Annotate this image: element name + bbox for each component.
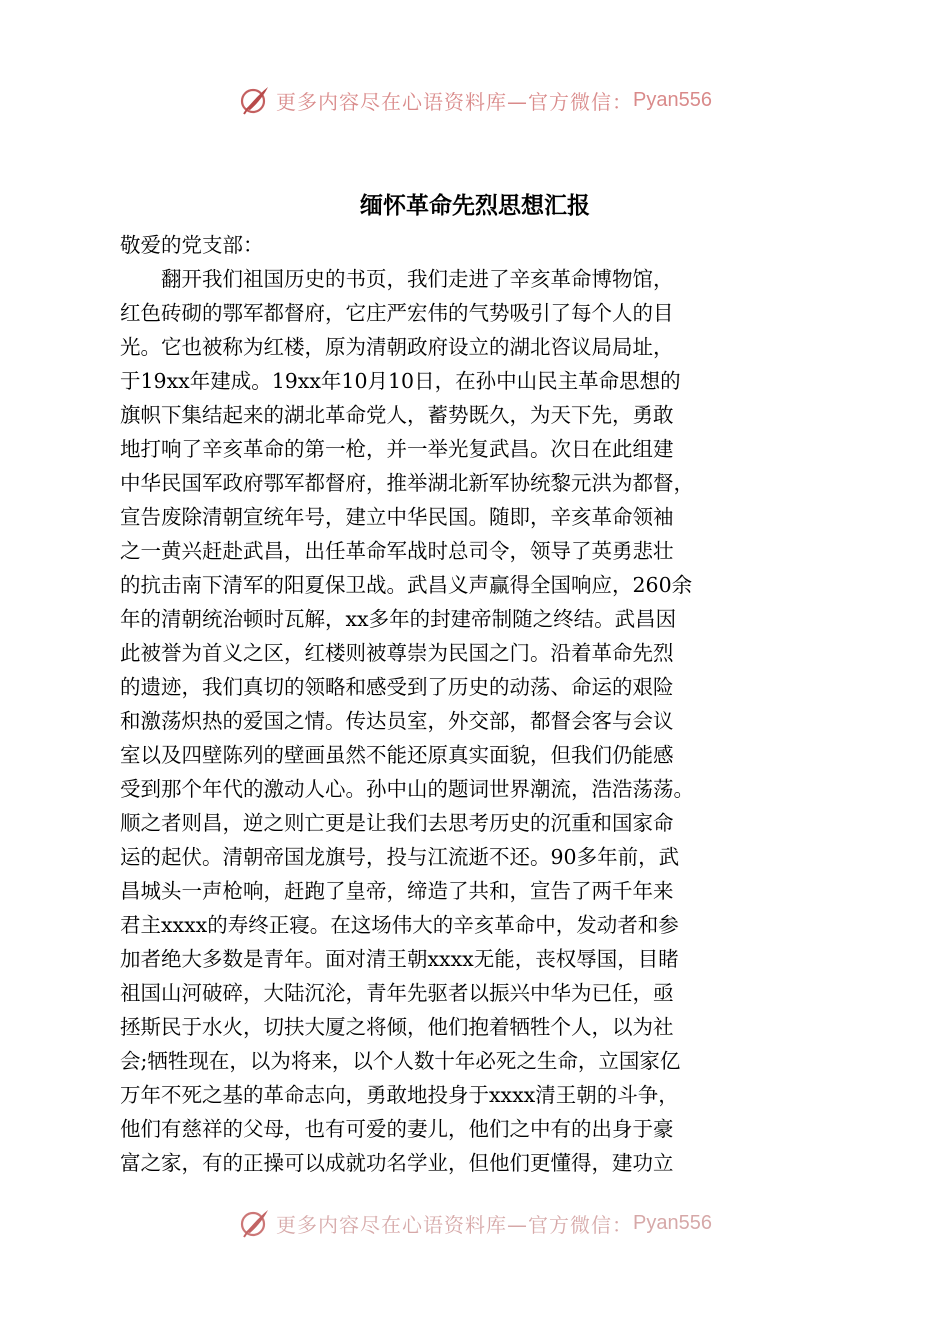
watermark-text: 更多内容尽在心语资料库—官方微信： — [276, 89, 634, 114]
body-paragraph — [120, 262, 832, 1180]
body-text-line: 的抗击南下清军的阳夏保卫战。武昌义声赢得全国响应，260余 — [120, 573, 693, 597]
body-text-line: 年的清朝统治顿时瓦解，xx多年的封建帝制随之终结。武昌因 — [120, 607, 677, 631]
body-text-line: 光。它也被称为红楼，原为清朝政府设立的湖北咨议局局址， — [120, 335, 674, 359]
body-text-line: 富之家，有的正操可以成就功名学业，但他们更懂得，建功立 — [120, 1151, 674, 1175]
document-title: 缅怀革命先烈思想汇报 — [360, 192, 590, 219]
body-text-line: 会;牺牲现在，以为将来，以个人数十年必死之生命，立国家亿 — [120, 1049, 681, 1073]
body-text-line: 万年不死之基的革命志向，勇敢地投身于xxxx清王朝的斗争， — [120, 1083, 679, 1107]
body-text-line: 宣告废除清朝宣统年号，建立中华民国。随即，辛亥革命领袖 — [120, 505, 674, 529]
quill-pen-logo-icon — [238, 83, 272, 117]
document-body — [120, 228, 832, 1180]
body-text-line: 于19xx年建成。19xx年10月10日，在孙中山民主革命思想的 — [120, 369, 681, 393]
body-text-line: 翻开我们祖国历史的书页，我们走进了辛亥革命博物馆， — [161, 267, 674, 291]
quill-pen-logo-icon — [238, 1206, 272, 1240]
watermark-wechat-id: Pyan556 — [633, 88, 712, 111]
salutation: 敬爱的党支部： — [120, 233, 264, 257]
body-text-line: 他们有慈祥的父母，也有可爱的妻儿，他们之中有的出身于豪 — [120, 1117, 674, 1141]
body-text-line: 加者绝大多数是青年。面对清王朝xxxx无能，丧权辱国，目睹 — [120, 947, 679, 971]
body-text-line: 拯斯民于水火，切扶大厦之将倾，他们抱着牺牲个人，以为社 — [120, 1015, 674, 1039]
body-text-line: 顺之者则昌，逆之则亡更是让我们去思考历史的沉重和国家命 — [120, 811, 674, 835]
body-text-line: 地打响了辛亥革命的第一枪，并一举光复武昌。次日在此组建 — [120, 437, 674, 461]
body-text-line: 旗帜下集结起来的湖北革命党人，蓄势既久，为天下先，勇敢 — [120, 403, 674, 427]
body-text-line: 的遗迹，我们真切的领略和感受到了历史的动荡、命运的艰险 — [120, 675, 674, 699]
body-text-line: 此被誉为首义之区，红楼则被尊崇为民国之门。沿着革命先烈 — [120, 641, 674, 665]
watermark-text: 更多内容尽在心语资料库—官方微信： — [276, 1212, 634, 1237]
body-text-line: 君主xxxx的寿终正寝。在这场伟大的辛亥革命中，发动者和参 — [120, 913, 679, 937]
header-watermark — [0, 80, 950, 120]
body-text-line: 昌城头一声枪响，赶跑了皇帝，缔造了共和，宣告了两千年来 — [120, 879, 674, 903]
footer-watermark — [0, 1203, 950, 1243]
watermark-wechat-id: Pyan556 — [633, 1211, 712, 1234]
body-text-line: 运的起伏。清朝帝国龙旗号，投与江流逝不还。90多年前，武 — [120, 845, 680, 869]
body-text-line: 受到那个年代的激动人心。孙中山的题词世界潮流，浩浩荡荡。 — [120, 777, 694, 801]
body-text-line: 中华民国军政府鄂军都督府，推举湖北新军协统黎元洪为都督， — [120, 471, 694, 495]
body-text-line: 红色砖砌的鄂军都督府，它庄严宏伟的气势吸引了每个人的目 — [120, 301, 674, 325]
body-text-line: 之一黄兴赶赴武昌，出任革命军战时总司令，领导了英勇悲壮 — [120, 539, 674, 563]
body-text-line: 祖国山河破碎，大陆沉沦，青年先驱者以振兴中华为已任，亟 — [120, 981, 674, 1005]
body-text-line: 室以及四壁陈列的壁画虽然不能还原真实面貌，但我们仍能感 — [120, 743, 674, 767]
body-text-line: 和激荡炽热的爱国之情。传达员室，外交部，都督会客与会议 — [120, 709, 674, 733]
